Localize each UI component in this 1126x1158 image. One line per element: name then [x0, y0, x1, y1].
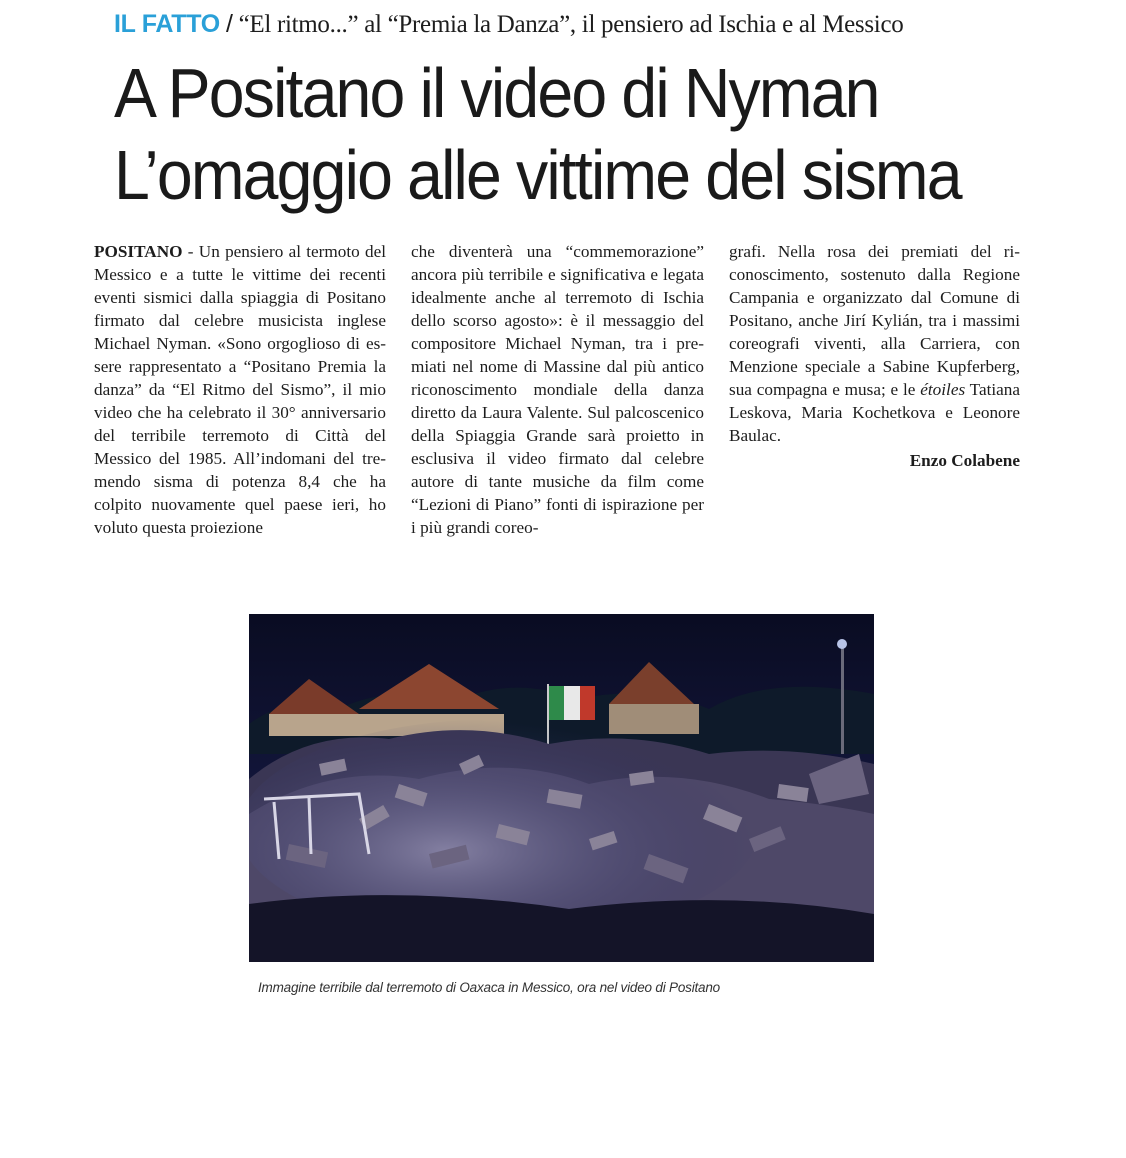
column-2-text: che diventerà una “commemorazione” ancora più terribile e significativa e legata idealmente anche al terremoto di Ischia dello scorso agosto»: è il messaggio del compositore Michael Nyman, tra i premiati nel nome di Massine dal più antico riconoscimento mondiale della danza diretto da Laura Valente. Sul palcoscenico della Spiaggia Grande sarà proietto in esclusiva il video firmato dal celebre autore di tante musiche da film come “Lezioni di Piano” fonti di ispirazione per i più grandi coreo-: [411, 242, 704, 537]
headline-line-1: A Positano il video di Nyman: [114, 54, 879, 132]
headline: [114, 52, 1074, 216]
column-1-text: - Un pensiero al termoto del Messico e a tutte le vittime dei recenti eventi sismici dalla spiaggia di Positano firmato dal celebre musicista inglese Michael Nyman. «Sono orgoglioso di essere rappresentato a “Positano Premia la danza” da “El Ritmo del Sismo”, il mio video che ha celebrato il 30° anniversario del terribile terremoto di Città del Messico del 1985. All’indomani del tremendo sisma di potenza 8,4 che ha colpito nuovamente quel paese ieri, ho voluto questa proiezione: [94, 242, 386, 537]
column-3-text-a: grafi. Nella rosa dei premiati del riconoscimento, sostenuto dalla Regione Campania e organizzato dal Comune di Positano, anche Jirí Kylián, tra i massimi coreografi viventi, alla Carriera, con Menzione speciale a Sabine Kupferberg, sua compagna e musa; e le: [729, 242, 1020, 399]
kicker-separator: /: [225, 10, 233, 38]
column-3-italic: étoiles: [920, 380, 966, 399]
byline: Enzo Colabene: [909, 451, 1020, 470]
kicker: [114, 10, 903, 39]
section-tag: IL FATTO: [114, 10, 220, 38]
headline-line-2: L’omaggio alle vittime del sisma: [114, 136, 961, 214]
rubble-scene-image: [249, 614, 874, 962]
earthquake-photo: [249, 614, 874, 962]
article-column-1: [94, 240, 386, 539]
article-column-2: [411, 240, 704, 539]
dateline: POSITANO: [94, 242, 183, 261]
column-3-text-b: Tatiana Leskova, Maria Kochetkova e Leonore Baulac.: [729, 380, 1020, 445]
article-column-3: [729, 240, 1020, 472]
kicker-subtitle: “El ritmo...” al “Premia la Danza”, il pensiero ad Ischia e al Messico: [238, 11, 904, 38]
photo-caption: Immagine terribile dal terremoto di Oaxaca in Messico, ora nel video di Positano: [258, 980, 720, 995]
